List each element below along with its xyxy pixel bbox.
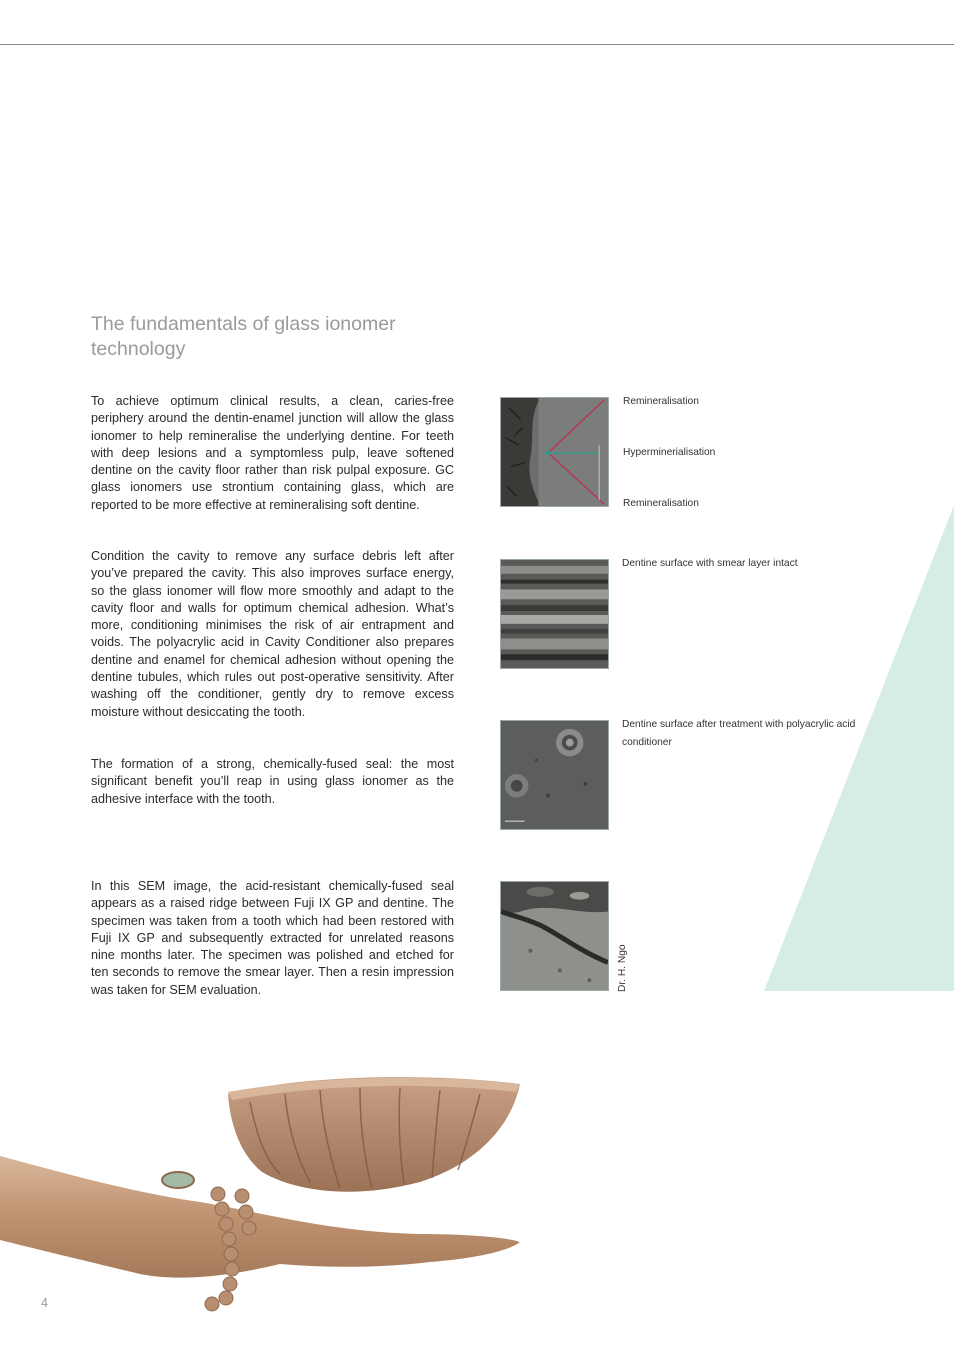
body-paragraph-4: In this SEM image, the acid-resistant chemically-fused seal appears as a raised ridge between Fuji IX GP and dentine. The specimen was taken from a tooth which had been restored with Fuji IX GP and subsequently extracted for unrelated reasons nine months later. The specimen was polished and etched for ten seconds to remove the smear layer. Then a resin impression was taken for SEM evaluation. bbox=[91, 879, 454, 997]
body-paragraph-3: The formation of a strong, chemically-fused seal: the most significant benefit you’ll reap in using glass ionomer as the adhesive interface with the tooth. bbox=[91, 757, 454, 806]
label-remineralisation-top: Remineralisation bbox=[623, 396, 699, 407]
body-paragraph-1: To achieve optimum clinical results, a clean, caries-free periphery around the dentin-enamel junction will allow the glass ionomer to help remineralise the underlying dentine. For teeth with deep lesions and a symptomless pulp, leave softened dentine on the cavity floor rather than risk pulpal exposure. GC glass ionomers use strontium containing glass, which are reported to be more effective at remineralising soft dentine. bbox=[91, 394, 454, 512]
caption-polyacrylic-conditioner: Dentine surface after treatment with polyacrylic acid conditioner bbox=[622, 719, 856, 748]
sem-seal-micrograph bbox=[500, 881, 609, 991]
caption-smear-layer: Dentine surface with smear layer intact bbox=[622, 558, 798, 569]
label-remineralisation-bottom: Remineralisation bbox=[623, 498, 699, 509]
top-rule bbox=[0, 44, 954, 45]
remineralisation-micrograph bbox=[500, 397, 609, 507]
conditioned-dentine-micrograph bbox=[500, 720, 609, 830]
page-title: The fundamentals of glass ionomer technology bbox=[91, 313, 396, 360]
body-paragraph-2: Condition the cavity to remove any surface debris left after you’ve prepared the cavity. This also improves surface energy, so the glass ionomer will flow more smoothly and adapt to the cavity floor and walls for optimum chemical adhesion. What’s more, conditioning minimises the risk of air entrapment and voids. The polyacrylic acid in Cavity Conditioner also prepares dentine and enamel for chemical adhesion without opening the dentine tubules, which rules out post-operative sensitivity. After washing off the conditioner, gently dry to remove excess moisture without desiccating the tooth. bbox=[91, 549, 454, 719]
smear-layer-micrograph bbox=[500, 559, 609, 669]
page-number: 4 bbox=[41, 1296, 48, 1310]
photo-credit: Dr. H. Ngo bbox=[617, 944, 628, 992]
label-hyperminerialisation: Hyperminerialisation bbox=[623, 447, 716, 458]
bronze-hand-bowl-image bbox=[0, 1062, 530, 1317]
